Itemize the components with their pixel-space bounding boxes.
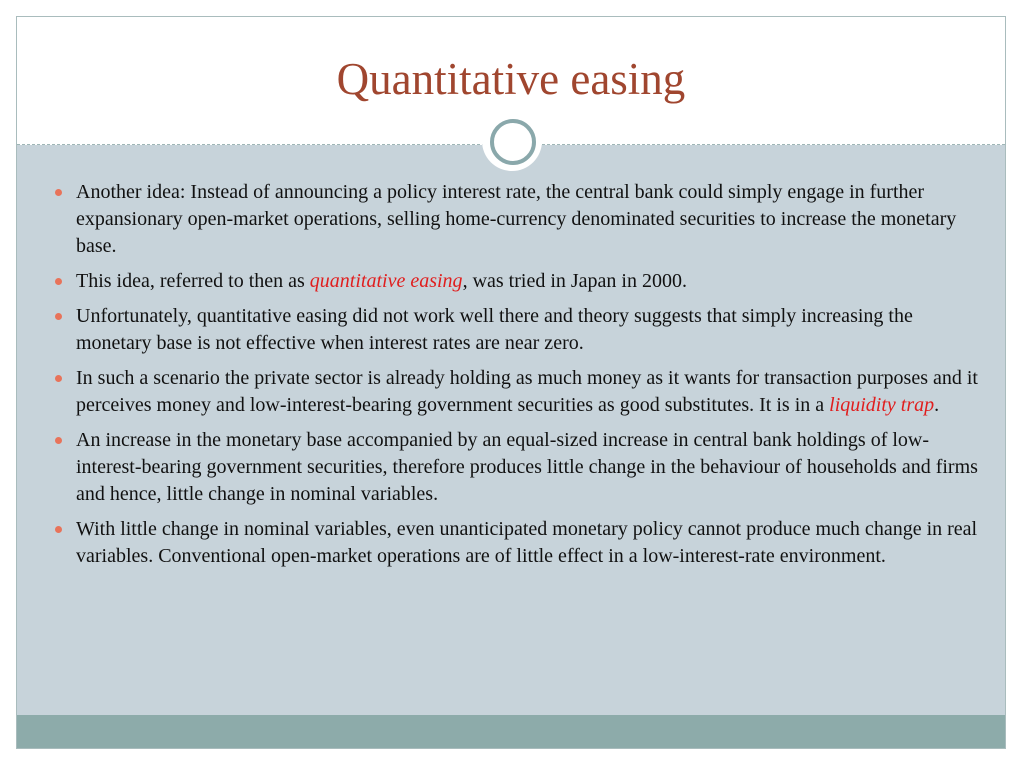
- bullet-text: Another idea: Instead of announcing a policy interest rate, the central bank could simply engage in further expansionary open-market operations, selling home-currency denominated securities to increase the monetary base.: [76, 181, 957, 257]
- ornament-ring: [490, 119, 536, 165]
- slide-title: Quantitative easing: [336, 54, 686, 104]
- bullet-item-2: [55, 268, 980, 295]
- bullet-list: [55, 179, 980, 578]
- bullet-item-4: [55, 365, 980, 419]
- bullet-dot-icon: [55, 278, 62, 285]
- bullet-text: An increase in the monetary base accompanied by an equal-sized increase in central bank holdings of low-interest-bearing government securities, therefore produces little change in the behaviour of households and firms and hence, little change in nominal variables.: [76, 429, 978, 505]
- bullet-item-6: [55, 516, 980, 570]
- bullet-text: This idea, referred to then as: [76, 270, 310, 292]
- bullet-item-1: [55, 179, 980, 260]
- bullet-text: With little change in nominal variables, even unanticipated monetary policy cannot produce much change in real variables. Conventional open-market operations are of little effect in a low-interest-rate environment.: [76, 518, 978, 567]
- bullet-dot-icon: [55, 375, 62, 382]
- bullet-dot-icon: [55, 313, 62, 320]
- bullet-dot-icon: [55, 437, 62, 444]
- slide-frame: [16, 16, 1006, 749]
- bullet-dot-icon: [55, 526, 62, 533]
- circle-ornament-icon: [482, 111, 542, 171]
- bullet-text: In such a scenario the private sector is already holding as much money as it wants for transaction purposes and it perceives money and low-interest-bearing government securities as good substitutes. It is in a: [76, 367, 978, 416]
- footer-bar: [17, 715, 1005, 748]
- bullet-item-5: [55, 427, 980, 508]
- bullet-text-after: , was tried in Japan in 2000.: [462, 270, 687, 292]
- bullet-text-after: .: [934, 394, 940, 416]
- emphasis-liquidity-trap: liquidity trap: [829, 394, 935, 416]
- bullet-item-3: [55, 303, 980, 357]
- bullet-dot-icon: [55, 189, 62, 196]
- emphasis-quantitative-easing: quantitative easing: [309, 270, 463, 292]
- bullet-text: Unfortunately, quantitative easing did not work well there and theory suggests that simply increasing the monetary base is not effective when interest rates are near zero.: [76, 305, 913, 354]
